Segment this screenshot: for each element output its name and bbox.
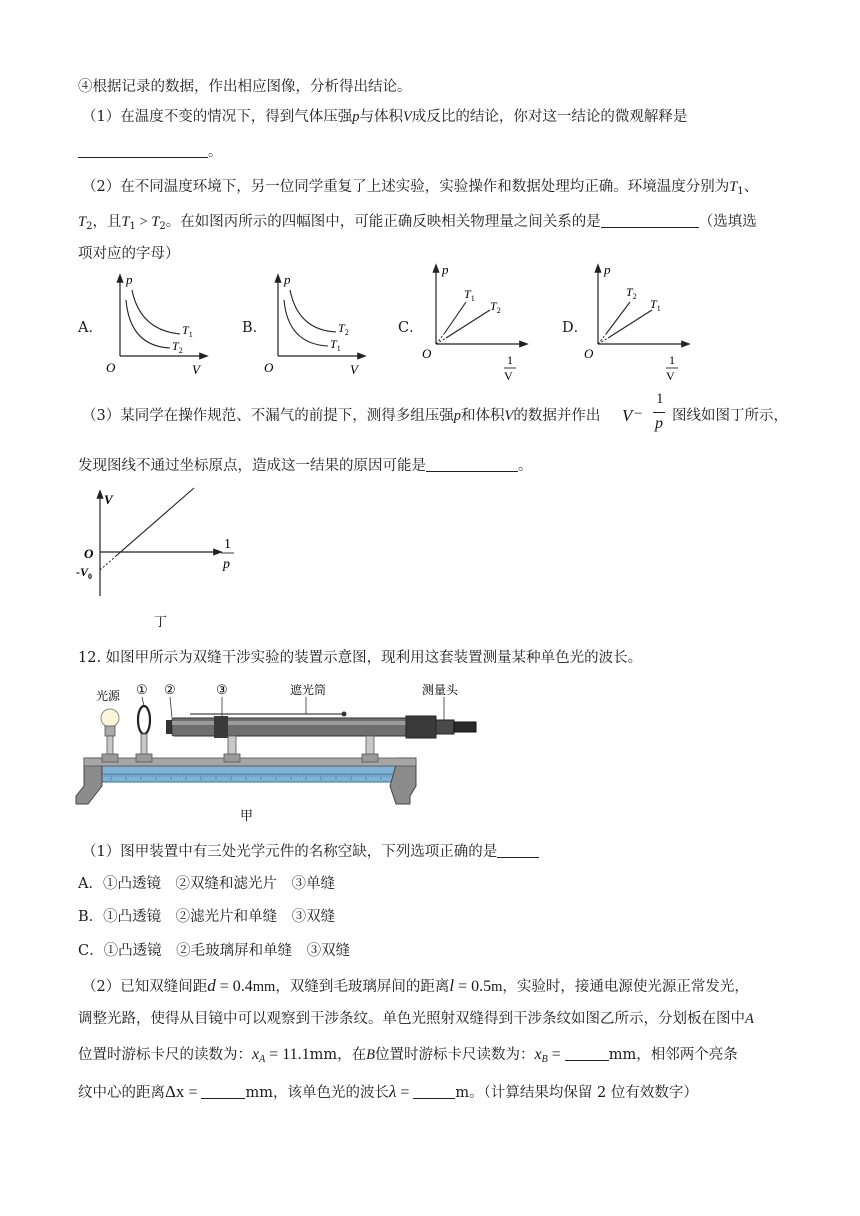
label-1: ① [136,682,148,697]
y-axis-label: V [104,492,113,507]
line-t2 [446,310,490,338]
q3-line2: 发现图线不通过坐标原点，造成这一结果的原因可能是 。 [78,458,533,474]
option-c-label: C． [398,320,424,336]
element-3-holder [214,716,228,738]
line-t2-extension [598,334,606,344]
origin-label: O [106,360,116,375]
q2-line3: 项对应的字母） [78,246,180,262]
leader-1 [142,697,144,706]
x-axis-label: V [350,362,358,377]
line-extension [100,556,116,570]
data-line [116,488,194,556]
graph-d [580,262,700,386]
q3-line1: （3）某同学在操作规范、不漏气的前提下，测得多组压强p和体积V的数据并作出 [82,408,601,424]
x-axis-label-den: V [666,369,675,383]
line-t1-extension [598,338,608,344]
origin-label: O [84,546,94,561]
origin-label: O [584,346,594,361]
q12-2-line3: 位置时游标卡尺的读数为：$x_A = 11.1mm$，在B位置时游标卡尺读数为：$x_B$ = mm，相邻两个亮条 [78,1046,738,1065]
q12-1-option-a[interactable]: A．①凸透镜 ②双缝和滤光片 ③单缝 [78,876,335,892]
y-axis-label: p [604,262,611,277]
figure-caption: 甲 [240,808,254,823]
curve-t2 [290,290,336,332]
q3-formula: V − 1 p [622,391,664,432]
q12-1-option-b[interactable]: B．①凸透镜 ②滤光片和单缝 ③双缝 [78,909,336,925]
tube-slider-1 [224,754,240,762]
q2-answer-blank[interactable] [601,213,699,228]
q3-fraction-bar [653,412,665,413]
option-a-label: A． [78,320,103,336]
line-label-1: $T_2$ [626,285,637,301]
dx-answer-blank[interactable] [201,1084,245,1099]
q1-line1: （1）在温度不变的情况下，得到气体压强p与体积V成反比的结论，你对这一结论的微观解释是 [82,109,688,125]
q12-1-option-c[interactable]: C．①凸透镜 ②毛玻璃屏和单缝 ③双缝 [78,943,351,959]
graph-c [418,262,538,386]
lens-slider [136,754,152,762]
x-axis-label: V [192,362,200,377]
measuring-head-knob [436,720,454,734]
line-t2 [606,302,630,334]
label-3: ③ [216,682,228,697]
q12-1-answer-blank[interactable] [497,843,539,858]
label-measuring-head: 测量头 [422,683,459,697]
option-d-label: D． [562,320,589,336]
x-axis-label-den: V [504,369,513,383]
q2-line1: （2）在不同温度环境下，另一位同学重复了上述实验，实验操作和数据处理均正确。环境温度分别为$T_1$、 [82,179,759,197]
tube-highlight [172,721,408,725]
x-axis-label-num: 1 [224,537,231,552]
option-b-label: B． [242,320,268,336]
figure-caption: 丁 [154,614,168,629]
lens-1 [138,706,150,734]
curve-label-2: $T_2$ [172,339,183,355]
q2-line2: $T_2$，且$T_1 > T_2$。在如图丙所示的四幅图中，可能正确反映相关物理量之间关系的是 （选填选 [78,214,757,232]
q3-answer-blank[interactable] [426,457,518,472]
q12-stem: 12. 如图甲所示为双缝干涉实验的装置示意图，现利用这套装置测量某种单色光的波长。 [78,650,643,666]
q1-answer-blank[interactable] [78,143,208,158]
label-light-source: 光源 [96,689,121,703]
curve-t1 [284,300,328,346]
measuring-head [406,716,436,738]
curve-t1 [132,290,180,334]
curve-t2 [126,300,170,348]
lambda-answer-blank[interactable] [413,1084,455,1099]
line-label-1: $T_1$ [464,287,475,303]
line-t1 [444,302,466,334]
curve-label-1: $T_1$ [182,323,193,339]
light-base [105,726,115,736]
q3-line1-tail: 图线如图丁所示， [672,408,788,424]
q12-2-line2: 调整光路，使得从目镜中可以观察到干涉条纹。单色光照射双缝得到干涉条纹如图乙所示，分划板在图中A [78,1011,754,1027]
q12-2-line4: 纹中心的距离Δx = mm，该单色光的波长λ = m。（计算结果均保留 2 位有效数字） [78,1082,698,1101]
intercept-label: $-V_0$ [76,565,92,581]
q12-1-stem: （1）图甲装置中有三处光学元件的名称空缺，下列选项正确的是 [82,842,539,862]
tube-slider-2 [362,754,378,762]
graph-a [100,270,220,378]
label-2: ② [164,682,176,697]
y-axis-label: p [284,272,291,287]
y-axis-label: p [442,262,449,277]
leader-2 [170,697,172,718]
line-t1-extension [436,334,444,344]
line-label-2: $T_2$ [490,299,501,315]
shading-tube [172,718,408,736]
x-axis-label-den: p [223,557,230,572]
y-axis-label: p [126,272,133,287]
xb-answer-blank[interactable] [565,1046,609,1061]
line-t1 [608,310,652,338]
light-bulb [101,709,119,727]
eyepiece [454,722,476,732]
origin-label: O [264,360,274,375]
light-slider [102,754,118,762]
graph-b [258,270,378,378]
apparatus-figure [74,676,490,828]
line-label-2: $T_1$ [650,297,661,313]
label-tube: 遮光筒 [290,683,327,697]
q1-line2: 。 [78,142,223,162]
curve-label-2: $T_1$ [330,337,341,353]
x-axis-label-num: 1 [669,353,675,367]
x-axis-label-num: 1 [507,353,513,367]
rod-knob [342,712,347,717]
origin-label: O [422,346,432,361]
figure-ding [74,484,254,634]
intro-text: ④根据记录的数据，作出相应图像，分析得出结论。 [78,79,412,95]
q12-2-line1: （2）已知双缝间距d = 0.4mm，双缝到毛玻璃屏间的距离l = 0.5m，实验时，接通电源使光源正常发光， [82,976,749,995]
line-t2-extension [436,338,446,344]
curve-label-1: $T_2$ [338,321,349,337]
